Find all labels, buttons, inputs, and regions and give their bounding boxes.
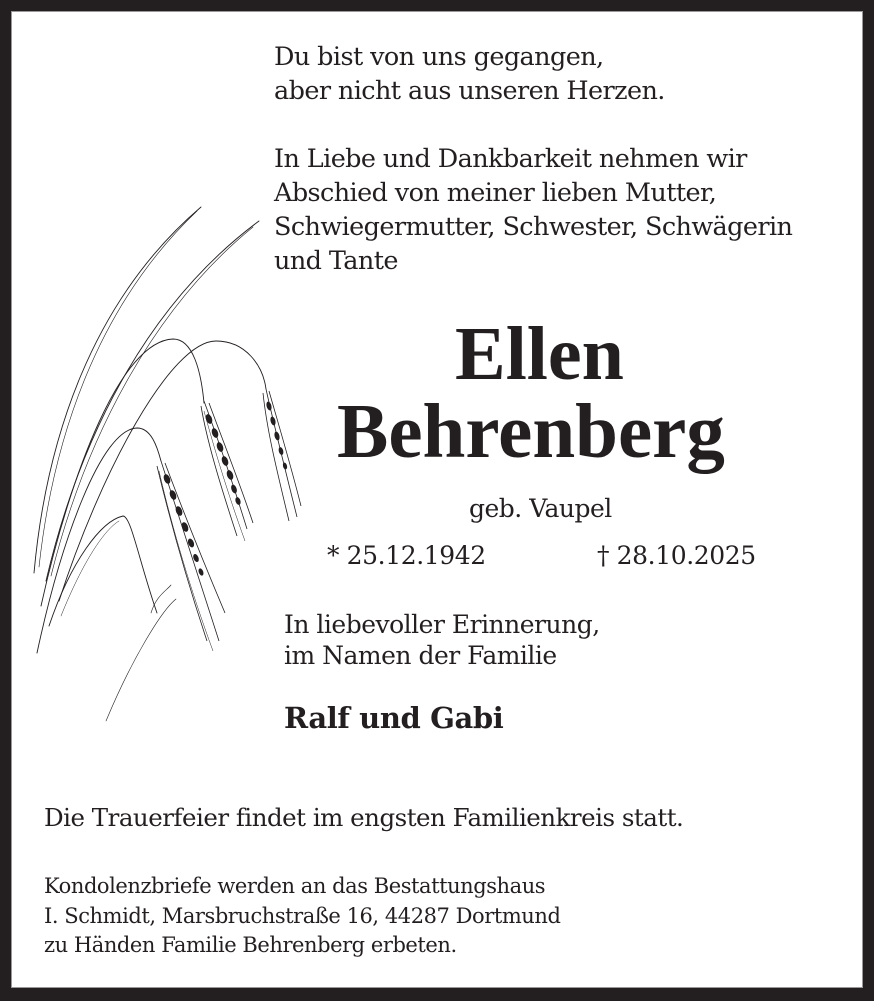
memory-text	[284, 609, 600, 671]
signers: Ralf und Gabi	[284, 701, 504, 735]
condolence-address: I. Schmidt, Marsbruchstraße 16, 44287 Dortmund	[44, 903, 561, 928]
maiden-name: geb. Vaupel	[469, 494, 612, 523]
condolence-line: Kondolenzbriefe werden an das Bestattungshaus	[44, 874, 546, 898]
funeral-note: Die Trauerfeier findet im engsten Familienkreis statt.	[44, 803, 684, 832]
verse-line: Du bist von uns gegangen,	[274, 42, 604, 72]
condolence-line: zu Händen Familie Behrenberg erbeten.	[44, 933, 457, 957]
deceased-first-name: Ellen	[455, 312, 624, 396]
intro-line: und Tante	[274, 246, 398, 276]
memory-line: In liebevoller Erinnerung,	[284, 610, 600, 639]
memory-line: im Namen der Familie	[284, 641, 557, 670]
deceased-last-name: Behrenberg	[337, 388, 725, 474]
verse-line: aber nicht aus unseren Herzen.	[274, 76, 665, 106]
intro-line: Schwiegermutter, Schwester, Schwägerin	[274, 212, 793, 242]
condolence-note	[44, 872, 560, 961]
birth-date: * 25.12.1942	[327, 541, 486, 570]
intro-line: In Liebe und Dankbarkeit nehmen wir	[274, 144, 747, 174]
intro-line: Abschied von meiner lieben Mutter,	[274, 178, 717, 208]
verse	[274, 40, 665, 108]
farewell-intro	[274, 142, 792, 278]
death-date: † 28.10.2025	[597, 541, 756, 570]
obituary-card	[11, 11, 863, 988]
